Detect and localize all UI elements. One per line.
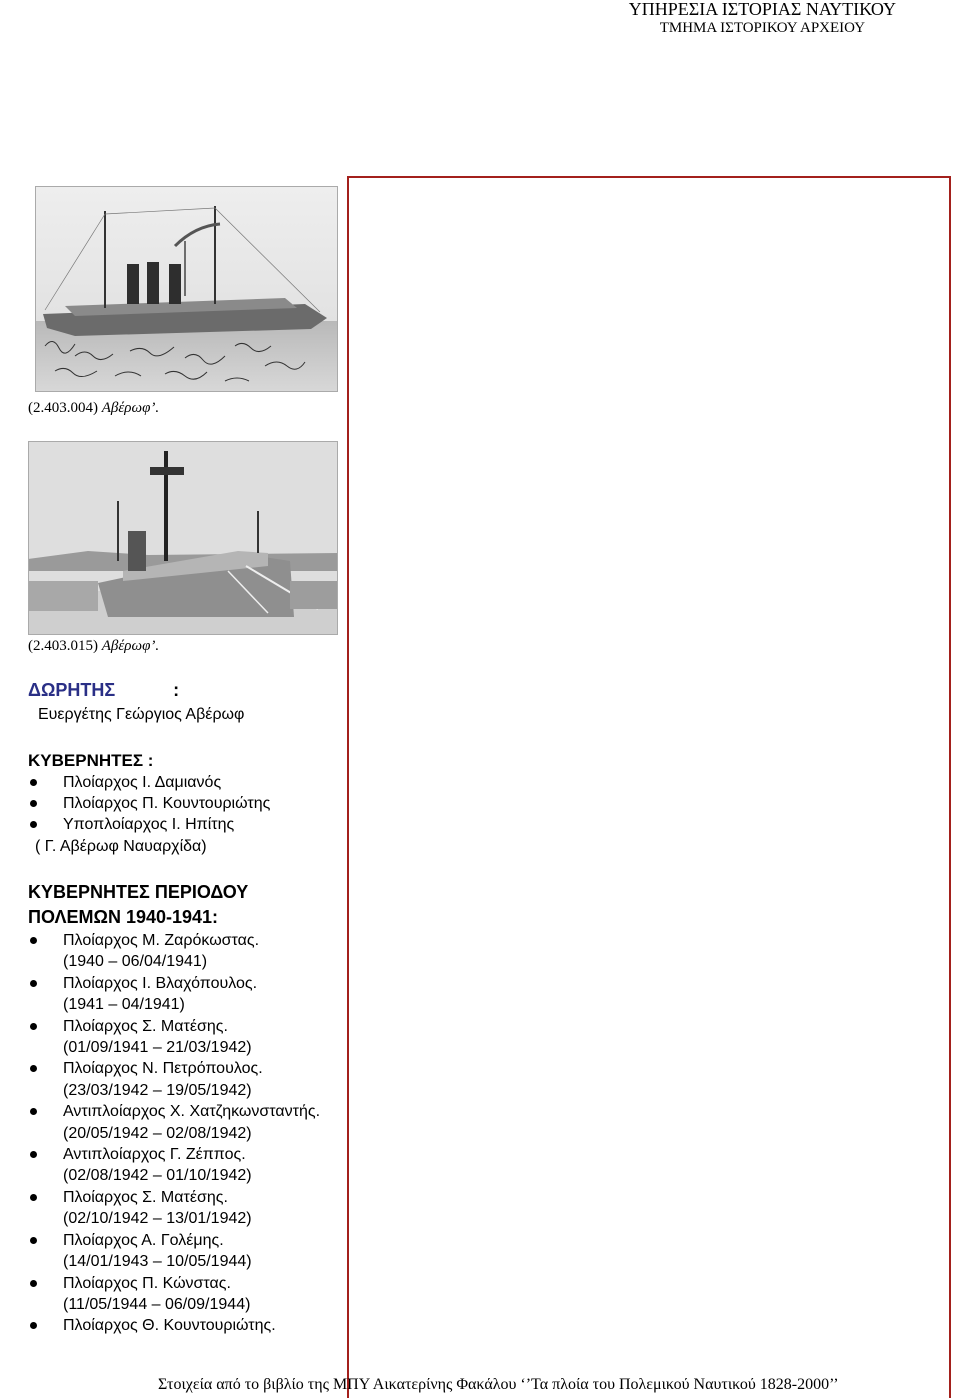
ship-photo-moored: [28, 441, 338, 635]
commander-name: Πλοίαρχος Θ. Κουντουριώτης.: [63, 1317, 276, 1335]
photo-title: Αβέρωφ’.: [101, 400, 160, 416]
header-department: ΤΜΗΜΑ ΙΣΤΟΡΙΚΟΥ ΑΡΧΕΙΟΥ: [659, 20, 866, 36]
commanders-list: [28, 772, 270, 835]
source-footer: Στοιχεία από το βιβλίο της ΜΠΥ Αικατερίνης Φακάλου ‘’Τα πλοία του Πολεμικού Ναυτικού 1828-2000’’: [158, 1376, 839, 1393]
commander-name: Πλοίαρχος Σ. Ματέσης.: [63, 1017, 228, 1035]
commanders-heading: ΚΥΒΕΡΝΗΤΕΣ :: [28, 751, 154, 770]
list-item: [28, 930, 320, 973]
bullet-icon: [30, 980, 37, 987]
war-commanders-heading: [28, 880, 248, 930]
photo-code: (2.403.015): [28, 638, 98, 654]
war-title-line1: ΚΥΒΕΡΝΗΤΕΣ ΠΕΡΙΟΔΟΥ: [28, 882, 249, 902]
bullet-icon: [30, 1194, 37, 1201]
commander-name: Αντιπλοίαρχος Γ. Ζέππος.: [63, 1146, 246, 1164]
bullet-icon: [30, 1280, 37, 1287]
list-item: [28, 1144, 320, 1187]
ship-photo-at-sea: [35, 186, 338, 392]
commander-period: (01/09/1941 – 21/03/1942): [63, 1039, 252, 1057]
bullet-icon: [30, 1108, 37, 1115]
empty-frame: [347, 176, 951, 1398]
list-item: [28, 1016, 320, 1059]
commander-period: (1940 – 06/04/1941): [63, 953, 208, 971]
donor-title: ΔΩΡΗΤΗΣ: [28, 680, 116, 700]
commander-period: (14/01/1943 – 10/05/1944): [63, 1253, 252, 1271]
list-item: [28, 1230, 320, 1273]
bullet-icon: [30, 1237, 37, 1244]
bullet-icon: [30, 1023, 37, 1030]
bullet-icon: [30, 937, 37, 944]
list-item: [28, 1058, 320, 1101]
archive-header: [629, 0, 896, 38]
list-item: [28, 973, 320, 1016]
photo-caption-2: [28, 638, 159, 655]
list-item: [28, 1315, 320, 1336]
bullet-icon: [30, 1065, 37, 1072]
photo-caption-1: [28, 400, 159, 417]
commander-period: (02/08/1942 – 01/10/1942): [63, 1167, 252, 1185]
bullet-icon: [30, 800, 37, 807]
list-item: [28, 1101, 320, 1144]
commander-period: (02/10/1942 – 13/01/1942): [63, 1210, 252, 1228]
commander-period: (1941 – 04/1941): [63, 996, 185, 1014]
bullet-icon: [30, 1151, 37, 1158]
commander-name: Πλοίαρχος Ι. Βλαχόπουλος.: [63, 974, 258, 992]
header-service: ΥΠΗΡΕΣΙΑ ΙΣΤΟΡΙΑΣ ΝΑΥΤΙΚΟΥ: [628, 0, 896, 19]
list-item: [28, 1273, 320, 1316]
commander-name: Πλοίαρχος Π. Κώνστας.: [63, 1274, 231, 1292]
war-title-line2: ΠΟΛΕΜΩΝ 1940-1941:: [28, 907, 219, 927]
list-item: Πλοίαρχος Π. Κουντουριώτης: [28, 793, 270, 814]
donor-name: Ευεργέτης Γεώργιος Αβέρωφ: [38, 706, 245, 723]
photo-title: Αβέρωφ’.: [101, 638, 160, 654]
commander-name: Πλοίαρχος Ν. Πετρόπουλος.: [63, 1060, 263, 1078]
commander-period: (11/05/1944 – 06/09/1944): [63, 1295, 251, 1313]
list-item: Πλοίαρχος Ι. Δαμιανός: [28, 772, 270, 793]
commander-name: Αντιπλοίαρχος Χ. Χατζηκωνσταντής.: [63, 1103, 321, 1121]
bullet-icon: [30, 1322, 37, 1329]
commander-name: Πλοίαρχος Μ. Ζαρόκωστας.: [63, 932, 260, 949]
commanders-note: ( Γ. Αβέρωφ Ναυαρχίδα): [35, 838, 207, 855]
bullet-icon: [30, 821, 37, 828]
bullet-icon: [30, 779, 37, 786]
commander-name: Πλοίαρχος Σ. Ματέσης.: [63, 1188, 228, 1206]
commander-name: Πλοίαρχος Α. Γολέμης.: [63, 1231, 224, 1249]
commander-period: (23/03/1942 – 19/05/1942): [63, 1081, 252, 1099]
list-item: Υποπλοίαρχος Ι. Ηπίτης: [28, 814, 270, 835]
list-item: [28, 1187, 320, 1230]
donor-colon: :: [173, 680, 180, 700]
donor-heading: [28, 680, 179, 701]
commander-period: (20/05/1942 – 02/08/1942): [63, 1124, 252, 1142]
war-commanders-list: [28, 930, 320, 1337]
photo-code: (2.403.004): [28, 400, 98, 416]
